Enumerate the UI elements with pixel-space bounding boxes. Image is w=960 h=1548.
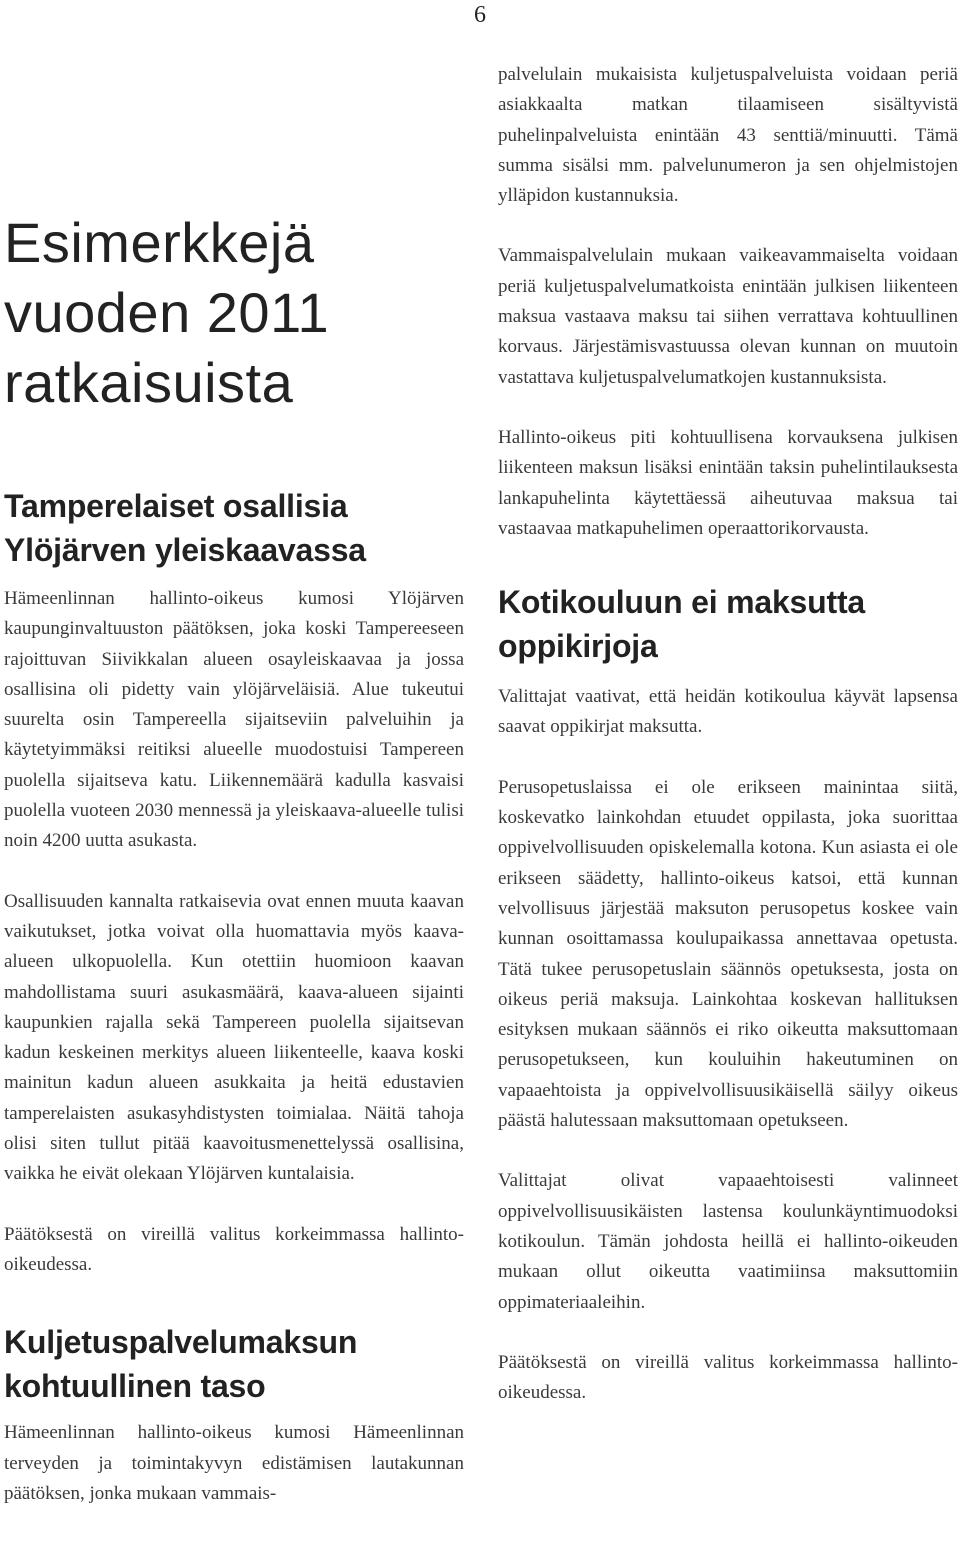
main-title: Esimerkkejä vuoden 2011 ratkaisuista: [4, 211, 330, 414]
paragraph: Päätöksestä on vireillä valitus korkeimmassa hallinto-oikeudessa.: [498, 1351, 958, 1404]
section-kuljetuspalvelu-continued: [498, 60, 958, 544]
paragraph: Valittajat olivat vapaaehtoisesti valinneet oppivelvollisuusikäisten lastensa koulunkäyntimuodoksi kotikoulun. Tämän johdosta heillä ei hallinto-oikeuden mukaan ollut oikeutta vaatimiinsa maksuttomiin oppimateriaaleihin.: [498, 1170, 958, 1313]
paragraph: Hämeenlinnan hallinto-oikeus kumosi Hämeenlinnan terveyden ja toimintakyvyn edistämisen lautakunnan päätöksen, jonka mukaan vammais-: [4, 1422, 464, 1504]
paragraph: Vammaispalvelulain mukaan vaikeavammaiselta voidaan periä kuljetuspalvelumatkoista enintään julkisen liikenteen maksua vastaava maksu tai siihen verrattava kohtuullinen korvaus. Järjestämisvastuussa olevan kunnan on muutoin vastattava kuljetuspalvelumatkojen kustannuksista.: [498, 245, 958, 388]
paragraph: Päätöksestä on vireillä valitus korkeimmassa hallinto-oikeudessa.: [4, 1223, 464, 1275]
paragraph: Hallinto-oikeus piti kohtuullisena korvauksena julkisen liikenteen maksun lisäksi enintään taksin puhelintilauksesta lankapuhelinta käytettäessä aiheutuvaa maksua tai vastaavaa matkapuhelimen operaattorikorvausta.: [498, 426, 958, 539]
paragraph: Osallisuuden kannalta ratkaisevia ovat ennen muuta kaavan vaikutukset, jotka voivat olla huomattavia myös kaava-alueen ulkopuolella. Kun otettiin huomioon kaavan mahdollistama suuri asukasmäärä, kaava-alueen sijainti kaupunkien rajalla sekä Tampereen puolella sijaitsevan kadun keskeinen merkitys alueen liikenteelle, kaava koski mainitun kadun alueen asukkaita ja heitä edustavien tamperelaisten asukasyhdistysten toimialaa. Näitä tahoja olisi siten tullut pitää kaavoitusmenettelyssä osallisina, vaikka he eivät olekaan Ylöjärven kuntalaisia.: [4, 890, 464, 1185]
section-heading: Kuljetuspalvelumaksun kohtuullinen taso: [4, 1324, 358, 1405]
section-heading: Kotikouluun ei maksutta oppikirjoja: [498, 584, 865, 665]
paragraph: Perusopetuslaissa ei ole erikseen mainintaa siitä, koskevatko lainkohdan etuudet oppilasta, joka suorittaa oppivelvollisuuden opiskelemalla kotona. Kun asiasta ei ole erikseen säädetty, hallinto-oikeus katsoi, että kunnan velvollisuus järjestää maksuton perusopetus koskee vain kunnan osoittamassa koulupaikassa annettavaa opetusta. Tätä tukee perusopetuslain säännös opetuksesta, josta on oikeus periä maksuja. Lainkohtaa koskevan hallituksen esityksen mukaan säännös ei riko oikeutta maksuttomaan perusopetukseen, kun kouluihin hakeutuminen on vapaaehtoista ja oppivelvollisuusikäisellä säilyy oikeus päästä halutessaan maksuttomaan opetukseen.: [498, 776, 958, 1132]
paragraph: Hämeenlinnan hallinto-oikeus kumosi Ylöjärven kaupunginvaltuuston päätöksen, joka koski Tampereeseen rajoittuvan Siivikkalan alueen osayleiskaavaa ja jossa osallisina oli pidetty vain ylöjärveläisiä. Alue tukeutui suurelta osin Tampereella sijaitseviin palveluihin ja käytetyimmäksi reitiksi alueelle muodostuisi Tampereen puolella sijaitseva katu. Liikennemäärä kadulla kasvaisi puolella vuoteen 2030 mennessä ja yleiskaava-alueelle tulisi noin 4200 uutta asukasta.: [4, 588, 464, 852]
left-column: [4, 60, 464, 1509]
section-yleiskaava: [4, 484, 464, 1280]
page-number: 6: [474, 2, 486, 28]
section-kotikoulu: [498, 580, 958, 1408]
section-kuljetuspalvelu: [4, 1320, 464, 1509]
section-heading: Tamperelaiset osallisia Ylöjärven yleiskaavassa: [4, 488, 366, 568]
paragraph: Valittajat vaativat, että heidän kotikoulua käyvät lapsensa saavat oppikirjat maksutta.: [498, 686, 958, 738]
paragraph: palvelulain mukaisista kuljetuspalveluista voidaan periä asiakkaalta matkan tilaamiseen sisältyvistä puhelinpalveluista enintään 43 senttiä/minuutti. Tämä summa sisälsi mm. palvelunumeron ja sen ohjelmistojen ylläpidon kustannuksia.: [498, 64, 958, 207]
right-column: [498, 60, 958, 1408]
